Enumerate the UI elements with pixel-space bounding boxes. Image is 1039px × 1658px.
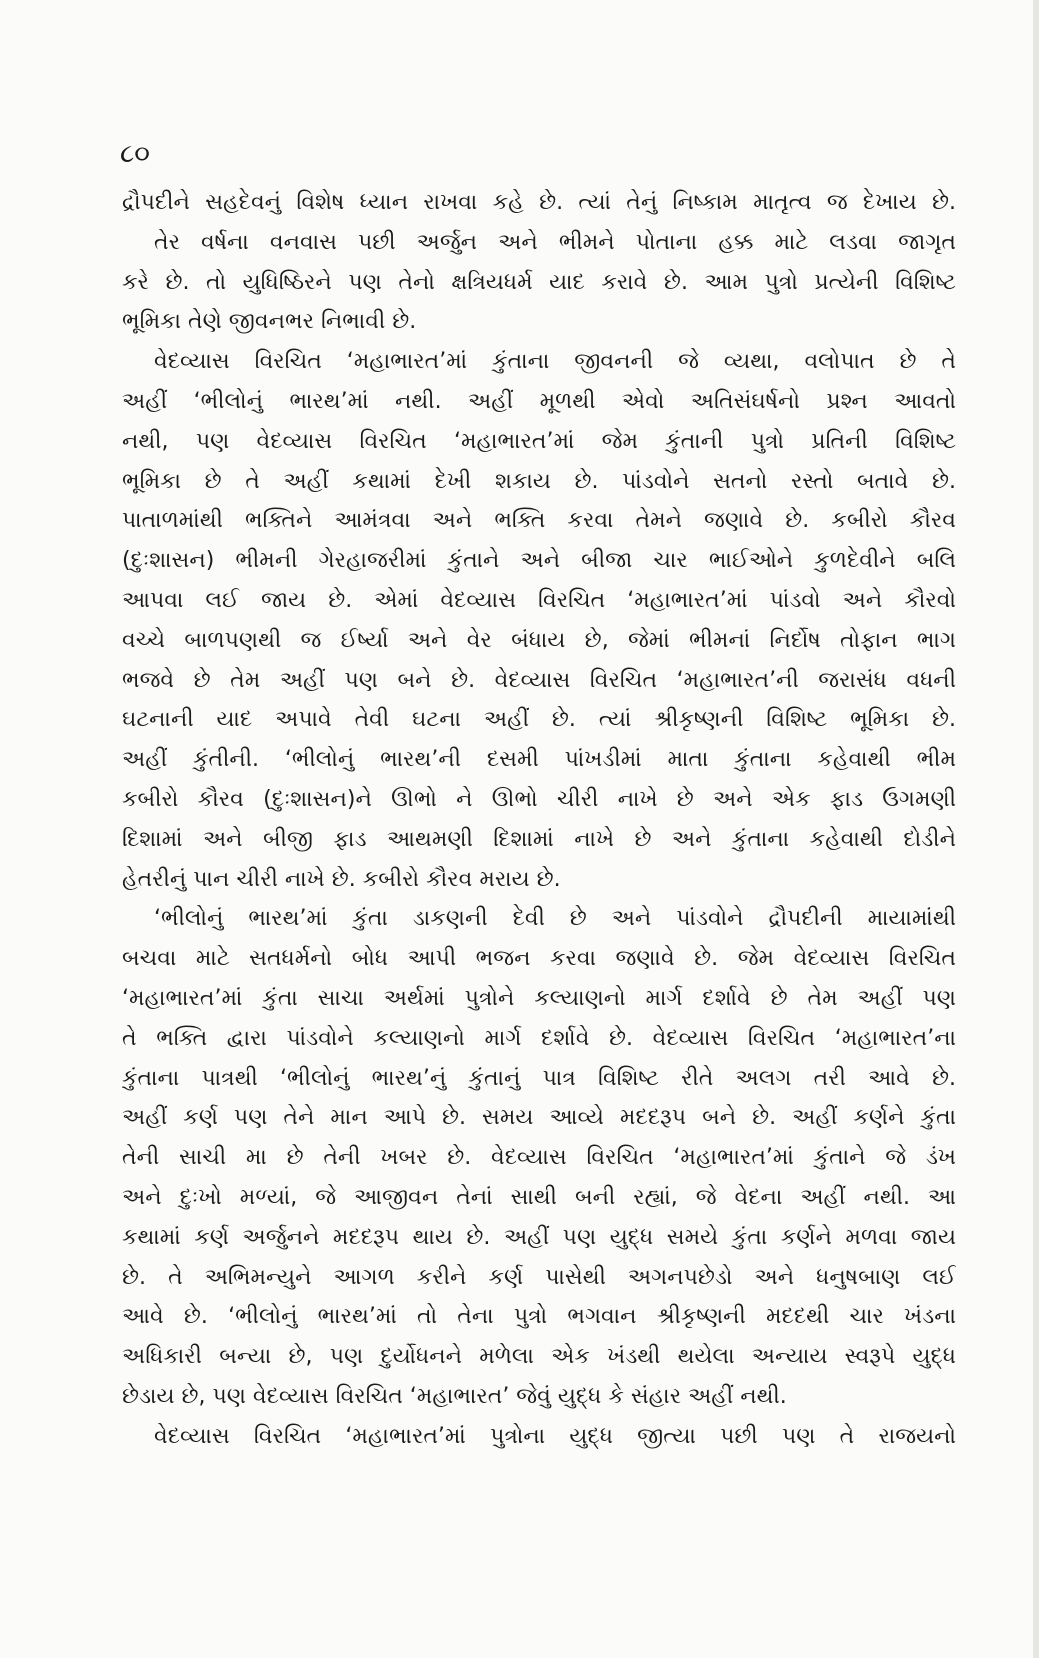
text-line: વેદવ્યાસ વિરચિત ‘મહાભારત’માં કુંતાના જીવનની જે વ્યથા, વલોપાત છે તે (154, 349, 956, 375)
text-line: બચવા માટે સતધર્મનો બોધ આપી ભજન કરવા જણાવે છે. જેમ વેદવ્યાસ વિરચિત (122, 946, 956, 972)
text-line: છેડાય છે, પણ વેદવ્યાસ વિરચિત ‘મહાભારત’ જેવું યુદ્ધ કે સંહાર અહીં નથી. (122, 1383, 787, 1409)
text-line: ભૂમિકા છે તે અહીં કથામાં દેખી શકાય છે. પાંડવોને સતનો રસ્તો બતાવે છે. (122, 468, 956, 494)
text-line: વેદવ્યાસ વિરચિત ‘મહાભારત’માં પુત્રોના યુદ્ધ જીત્યા પછી પણ તે રાજયનો (154, 1423, 956, 1449)
text-line: ‘ભીલોનું ભારથ’માં કુંતા ડાકણની દેવી છે અને પાંડવોને દ્રૌપદીની માયામાંથી (154, 906, 956, 932)
text-line: ઘટનાની યાદ અપાવે તેવી ઘટના અહીં છે. ત્યાં શ્રીકૃષ્ણની વિશિષ્ટ ભૂમિકા છે. (122, 707, 956, 733)
text-line: હેતરીનું પાન ચીરી નાખે છે. કબીરો કૌરવ મરાય છે. (122, 866, 561, 892)
text-line: તે ભક્તિ દ્વારા પાંડવોને કલ્યાણનો માર્ગ દર્શાવે છે. વેદવ્યાસ વિરચિત ‘મહાભારત’ના (122, 1025, 956, 1051)
text-line: ભૂમિકા તેણે જીવનભર નિભાવી છે. (122, 309, 417, 335)
text-line: ભજવે છે તેમ અહીં પણ બને છે. વેદવ્યાસ વિરચિત ‘મહાભારત’ની જરાસંધ વધની (122, 667, 956, 693)
text-line: (દુઃશાસન) ભીમની ગેરહાજરીમાં કુંતાને અને બીજા ચાર ભાઈઓને કુળદેવીને બલિ (122, 548, 956, 574)
text-line: અહીં કર્ણ પણ તેને માન આપે છે. સમય આવ્યે મદદરૂપ બને છે. અહીં કર્ણને કુંતા (122, 1105, 956, 1131)
text-line: અહીં ‘ભીલોનું ભારથ’માં નથી. અહીં મૂળથી એવો અતિસંઘર્ષનો પ્રશ્ન આવતો (122, 388, 956, 414)
page-edge (1033, 0, 1039, 1658)
text-line: ‘મહાભારત’માં કુંતા સાચા અર્થમાં પુત્રોને કલ્યાણનો માર્ગ દર્શાવે છે તેમ અહીં પણ (122, 985, 956, 1011)
text-line: છે. તે અભિમન્યુને આગળ કરીને કર્ણ પાસેથી અગનપછેડો અને ધનુષબાણ લઈ (122, 1264, 956, 1290)
text-line: કથામાં કર્ણ અર્જુનને મદદરૂપ થાય છે. અહીં પણ યુદ્ધ સમયે કુંતા કર્ણને મળવા જાય (122, 1224, 956, 1250)
page-number: ૮૦ (120, 139, 150, 169)
text-line: આપવા લઈ જાય છે. એમાં વેદવ્યાસ વિરચિત ‘મહાભારત’માં પાંડવો અને કૌરવો (122, 587, 956, 613)
text-line: તેની સાચી મા છે તેની ખબર છે. વેદવ્યાસ વિરચિત ‘મહાભારત’માં કુંતાને જે ડંખ (122, 1145, 956, 1171)
text-line: વચ્ચે બાળપણથી જ ઈર્ષ્યા અને વેર બંધાય છે, જેમાં ભીમનાં નિર્દોષ તોફાન ભાગ (122, 627, 956, 653)
body-text (122, 183, 956, 1457)
text-line: અને દુઃખો મળ્યાં, જે આજીવન તેનાં સાથી બની રહ્યાં, જે વેદના અહીં નથી. આ (122, 1184, 956, 1210)
text-line: નથી, પણ વેદવ્યાસ વિરચિત ‘મહાભારત’માં જેમ કુંતાની પુત્રો પ્રતિની વિશિષ્ટ (122, 428, 956, 454)
text-line: અધિકારી બન્યા છે, પણ દુર્યોધનને મળેલા એક ખંડથી થયેલા અન્યાય સ્વરૂપે યુદ્ધ (122, 1344, 956, 1370)
text-line: કબીરો કૌરવ (દુઃશાસન)ને ઊભો ને ઊભો ચીરી નાખે છે અને એક ફાડ ઉગમણી (122, 786, 956, 812)
text-line: પાતાળમાંથી ભક્તિને આમંત્રવા અને ભક્તિ કરવા તેમને જણાવે છે. કબીરો કૌરવ (122, 508, 956, 534)
text-line: દિશામાં અને બીજી ફાડ આથમણી દિશામાં નાખે છે અને કુંતાના કહેવાથી દોડીને (122, 826, 956, 852)
text-line: આવે છે. ‘ભીલોનું ભારથ’માં તો તેના પુત્રો ભગવાન શ્રીકૃષ્ણની મદદથી ચાર ખંડના (122, 1304, 956, 1330)
text-line: કુંતાના પાત્રથી ‘ભીલોનું ભારથ’નું કુંતાનું પાત્ર વિશિષ્ટ રીતે અલગ તરી આવે છે. (122, 1065, 956, 1091)
text-line: દ્રૌપદીને સહદેવનું વિશેષ ધ્યાન રાખવા કહે છે. ત્યાં તેનું નિષ્કામ માતૃત્વ જ દેખાય છે. (122, 190, 956, 215)
text-line: તેર વર્ષના વનવાસ પછી અર્જુન અને ભીમને પોતાના હક્ક માટે લડવા જાગૃત (154, 229, 956, 255)
text-line: કરે છે. તો યુધિષ્ઠિરને પણ તેનો ક્ષત્રિયધર્મ યાદ કરાવે છે. આમ પુત્રો પ્રત્યેની વિશિષ્ટ (122, 269, 956, 295)
text-line: અહીં કુંતીની. ‘ભીલોનું ભારથ’ની દસમી પાંખડીમાં માતા કુંતાના કહેવાથી ભીમ (122, 747, 956, 773)
